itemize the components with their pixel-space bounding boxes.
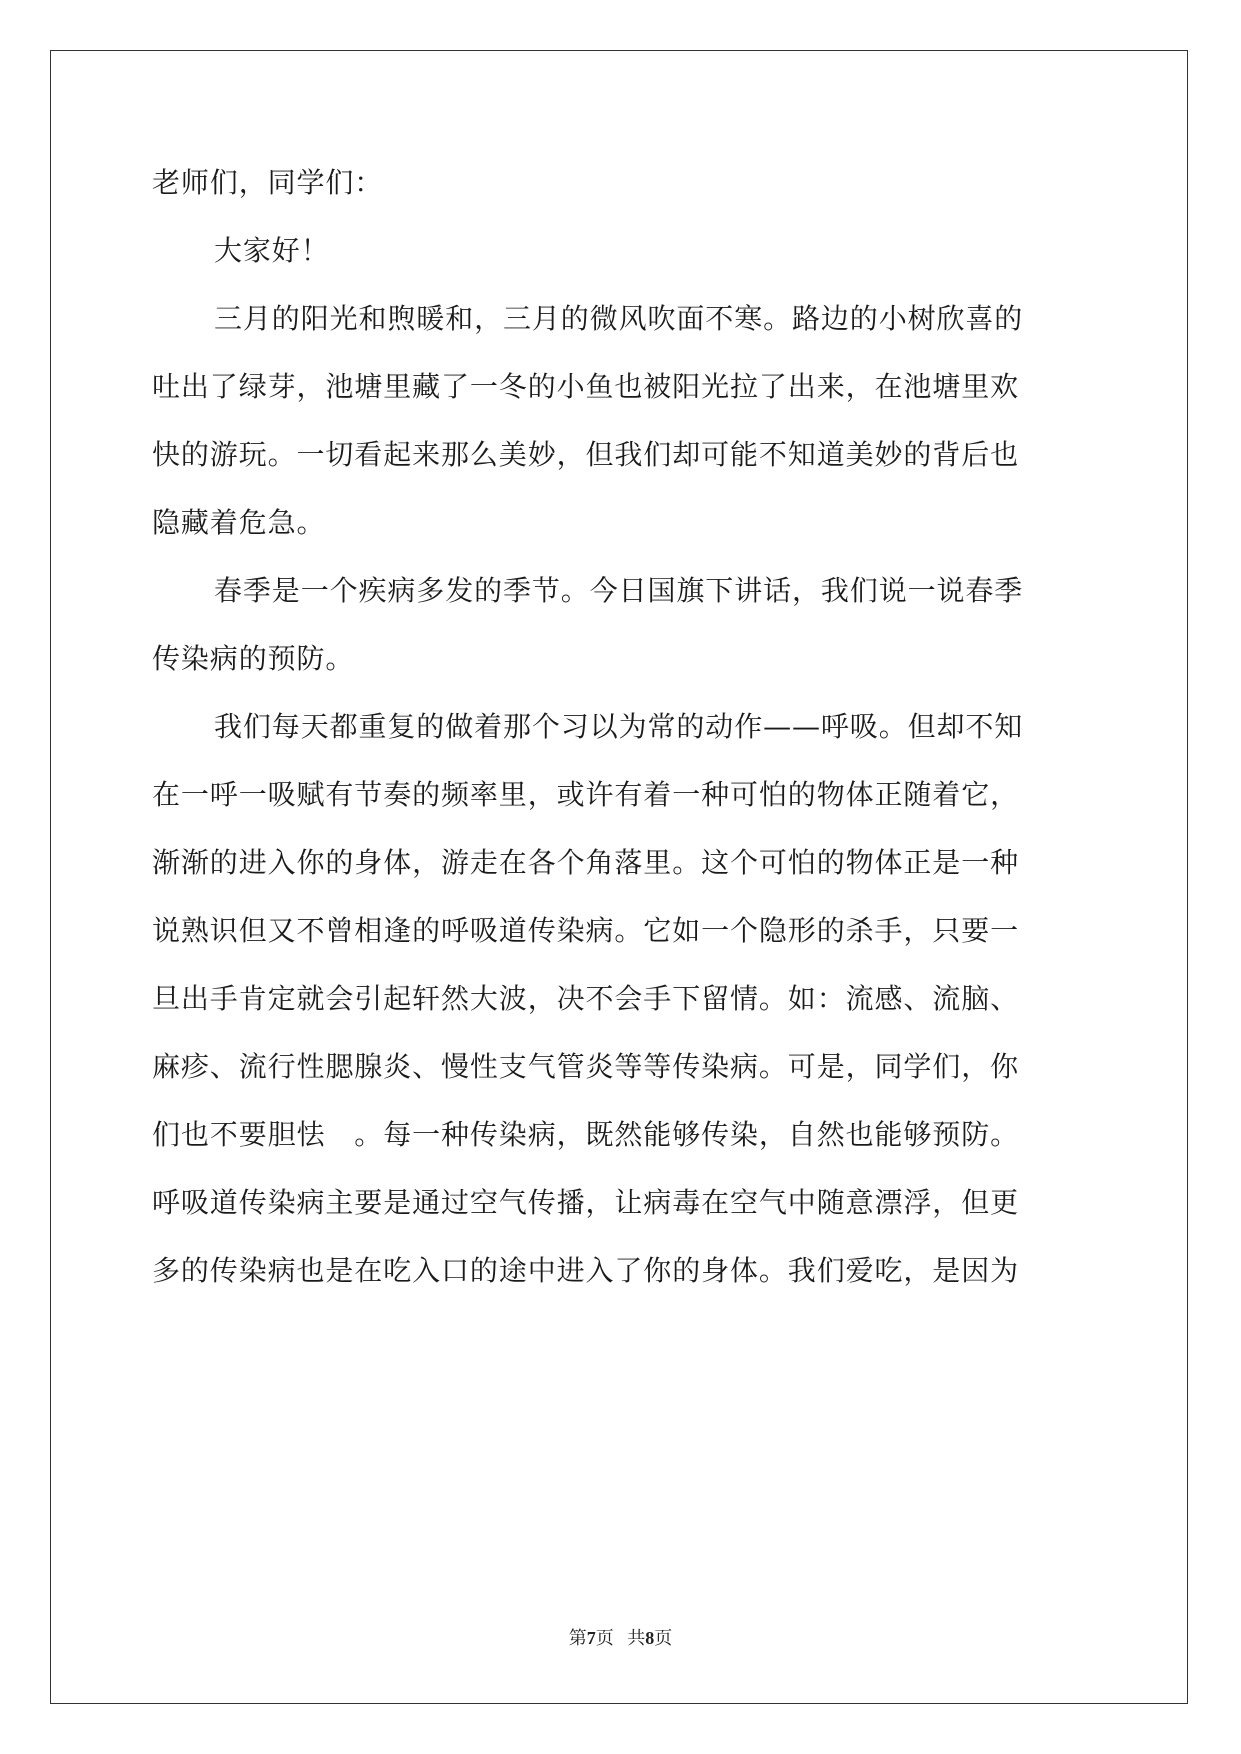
text-line: 在一呼一吸赋有节奏的频率里，或许有着一种可怕的物体正随着它， (152, 778, 1020, 811)
text-line: 春季是一个疾病多发的季节。今日国旗下讲话，我们说一说春季 (214, 574, 1024, 607)
text-line: 我们每天都重复的做着那个习以为常的动作——呼吸。但却不知 (214, 710, 1024, 743)
text-line: 渐渐的进入你的身体，游走在各个角落里。这个可怕的物体正是一种 (152, 846, 1020, 879)
text-line: 说熟识但又不曾相逢的呼吸道传染病。它如一个隐形的杀手，只要一 (152, 914, 1020, 947)
text-line: 老师们，同学们： (152, 166, 384, 199)
text-line: 旦出手肯定就会引起轩然大波，决不会手下留情。如：流感、流脑、 (152, 982, 1020, 1015)
text-line: 三月的阳光和煦暖和，三月的微风吹面不寒。路边的小树欣喜的 (214, 302, 1024, 335)
page-prefix: 第 (568, 1628, 587, 1648)
text-line: 吐出了绿芽，池塘里藏了一冬的小鱼也被阳光拉了出来，在池塘里欢 (152, 370, 1020, 403)
text-line: 快的游玩。一切看起来那么美妙，但我们却可能不知道美妙的背后也 (152, 438, 1020, 471)
page-suffix: 页 (595, 1628, 614, 1648)
page-footer (0, 1624, 1241, 1650)
text-line: 们也不要胆怯 。每一种传染病，既然能够传染，自然也能够预防。 (152, 1118, 1020, 1151)
total-suffix: 页 (654, 1628, 673, 1648)
text-line: 麻疹、流行性腮腺炎、慢性支气管炎等等传染病。可是，同学们，你 (152, 1050, 1020, 1083)
text-line: 隐藏着危急。 (152, 506, 326, 539)
page-total: 8 (645, 1628, 655, 1648)
page-current: 7 (586, 1628, 596, 1648)
text-line: 多的传染病也是在吃入口的途中进入了你的身体。我们爱吃，是因为 (152, 1254, 1020, 1287)
text-line: 大家好！ (214, 234, 330, 267)
text-line: 传染病的预防。 (152, 642, 355, 675)
text-line: 呼吸道传染病主要是通过空气传播，让病毒在空气中随意漂浮，但更 (152, 1186, 1020, 1219)
total-prefix: 共 (627, 1628, 646, 1648)
